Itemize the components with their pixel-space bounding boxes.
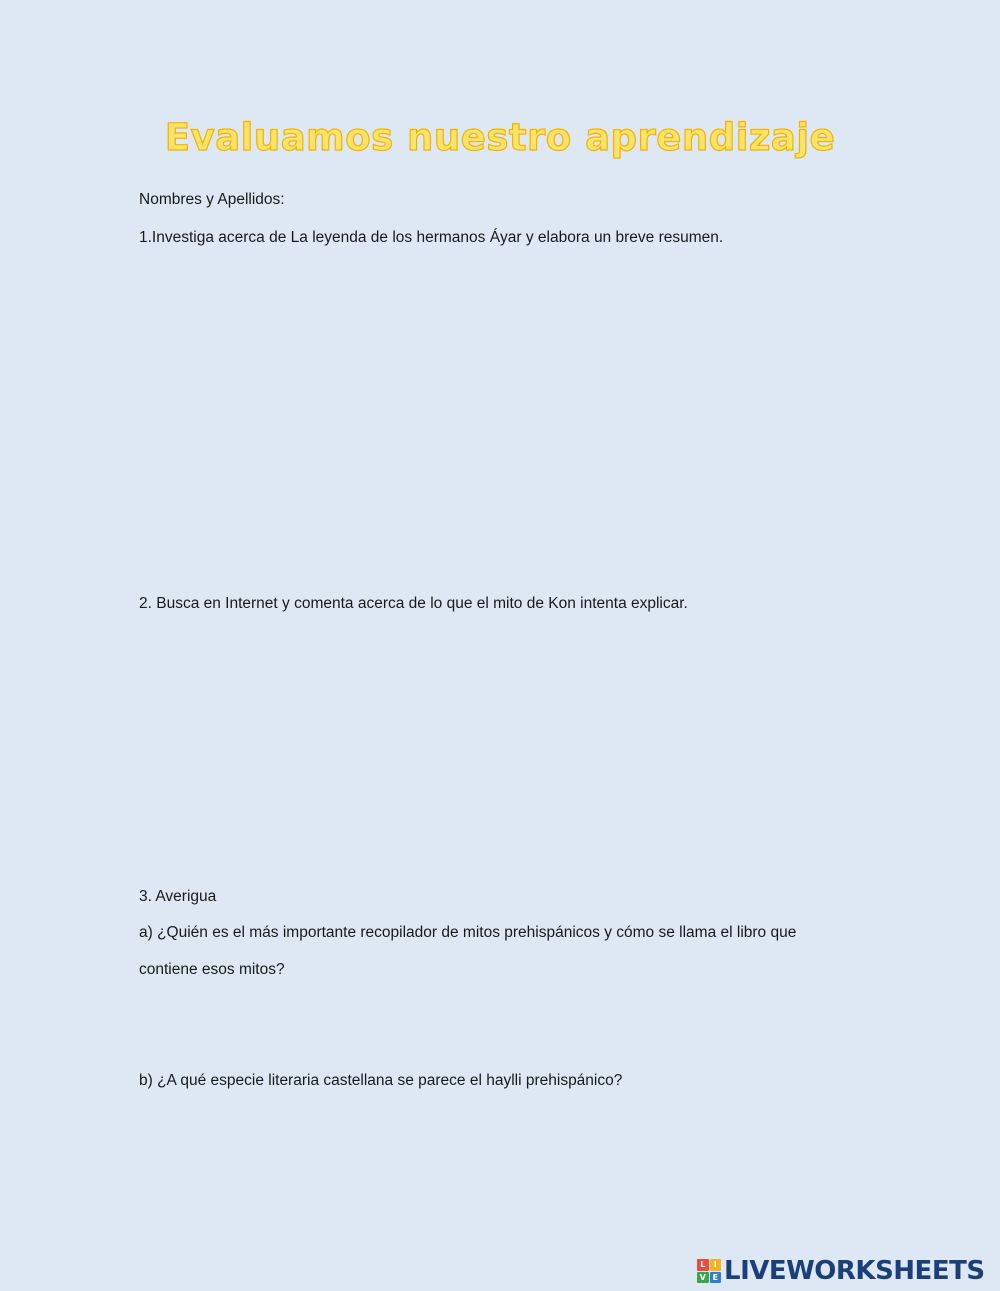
question-1: 1.Investiga acerca de La leyenda de los hermanos Áyar y elabora un breve resumen. — [139, 229, 724, 246]
question-3: 3. Averigua — [139, 888, 217, 905]
name-label: Nombres y Apellidos: — [139, 191, 285, 208]
logo-mark-e: E — [710, 1272, 722, 1284]
worksheet-title: Evaluamos nuestro aprendizaje — [164, 116, 836, 159]
logo-mark-l: L — [697, 1259, 709, 1271]
logo-mark-v: V — [697, 1272, 709, 1284]
logo-mark-i: I — [710, 1259, 722, 1271]
question-3b: b) ¿A qué especie literaria castellana se parece el haylli prehispánico? — [139, 1072, 623, 1089]
question-3a-line-2: contiene esos mitos? — [139, 961, 285, 978]
liveworksheets-logo-icon — [697, 1259, 721, 1283]
liveworksheets-logo — [697, 1257, 985, 1285]
liveworksheets-logo-text: LIVEWORKSHEETS — [724, 1256, 985, 1286]
question-2: 2. Busca en Internet y comenta acerca de lo que el mito de Kon intenta explicar. — [139, 595, 688, 612]
question-3a-line-1: a) ¿Quién es el más importante recopilador de mitos prehispánicos y cómo se llama el libro que — [139, 924, 797, 941]
